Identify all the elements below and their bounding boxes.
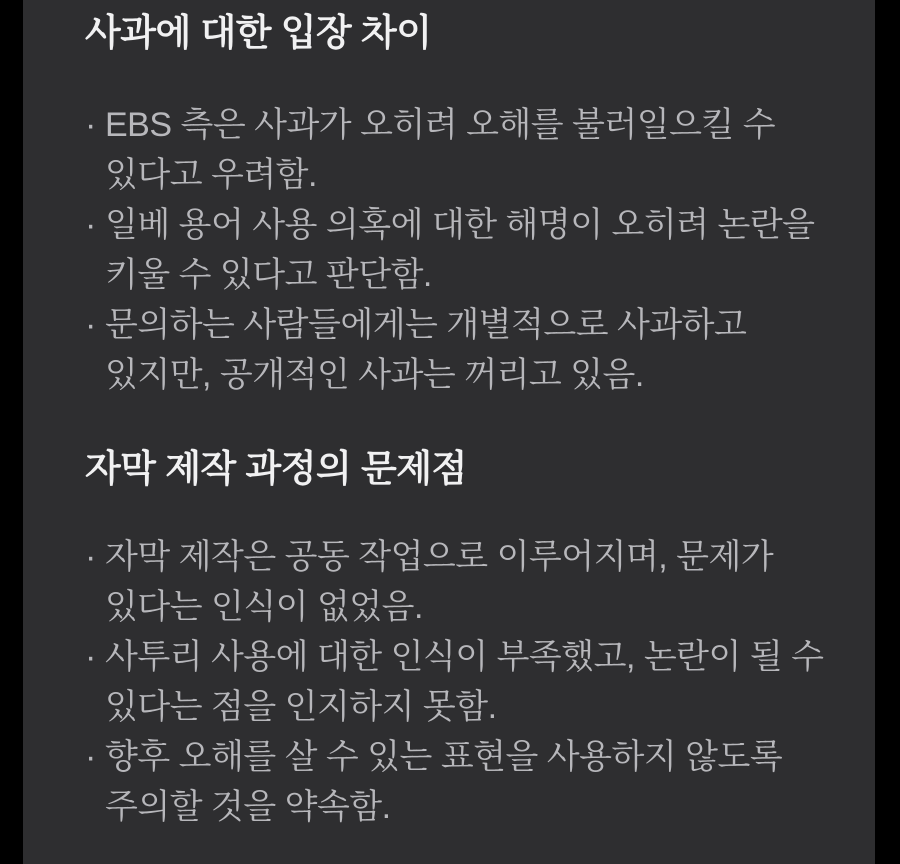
right-letterbox-bar [875, 0, 900, 864]
summary-section [85, 10, 825, 400]
bullet-list [85, 100, 825, 400]
list-item [85, 532, 825, 632]
bullet-text: 일베 용어 사용 의혹에 대한 해명이 오히려 논란을 키울 수 있다고 판단함. [105, 206, 815, 294]
bullet-list [85, 532, 825, 832]
bullet-text: EBS 측은 사과가 오히려 오해를 불러일으킬 수 있다고 우려함. [105, 106, 776, 194]
list-item [85, 732, 825, 832]
bullet-marker: · [85, 206, 96, 244]
bullet-text: 향후 오해를 살 수 있는 표현을 사용하지 않도록 주의할 것을 약속함. [105, 738, 783, 826]
list-item [85, 300, 825, 400]
left-letterbox-bar [0, 0, 23, 864]
bullet-marker: · [85, 638, 96, 676]
section-heading: 사과에 대한 입장 차이 [85, 12, 432, 53]
summary-section [85, 446, 825, 832]
section-heading: 자막 제작 과정의 문제점 [85, 448, 467, 489]
bullet-text: 사투리 사용에 대한 인식이 부족했고, 논란이 될 수 있다는 점을 인지하지 못함. [105, 638, 824, 726]
bullet-marker: · [85, 306, 96, 344]
bullet-marker: · [85, 538, 96, 576]
list-item [85, 200, 825, 300]
summary-panel [23, 0, 875, 864]
list-item [85, 100, 825, 200]
bullet-marker: · [85, 106, 96, 144]
bullet-marker: · [85, 738, 96, 776]
bullet-text: 문의하는 사람들에게는 개별적으로 사과하고 있지만, 공개적인 사과는 꺼리고 있음. [105, 306, 747, 394]
list-item [85, 632, 825, 732]
bullet-text: 자막 제작은 공동 작업으로 이루어지며, 문제가 있다는 인식이 없었음. [105, 538, 774, 626]
